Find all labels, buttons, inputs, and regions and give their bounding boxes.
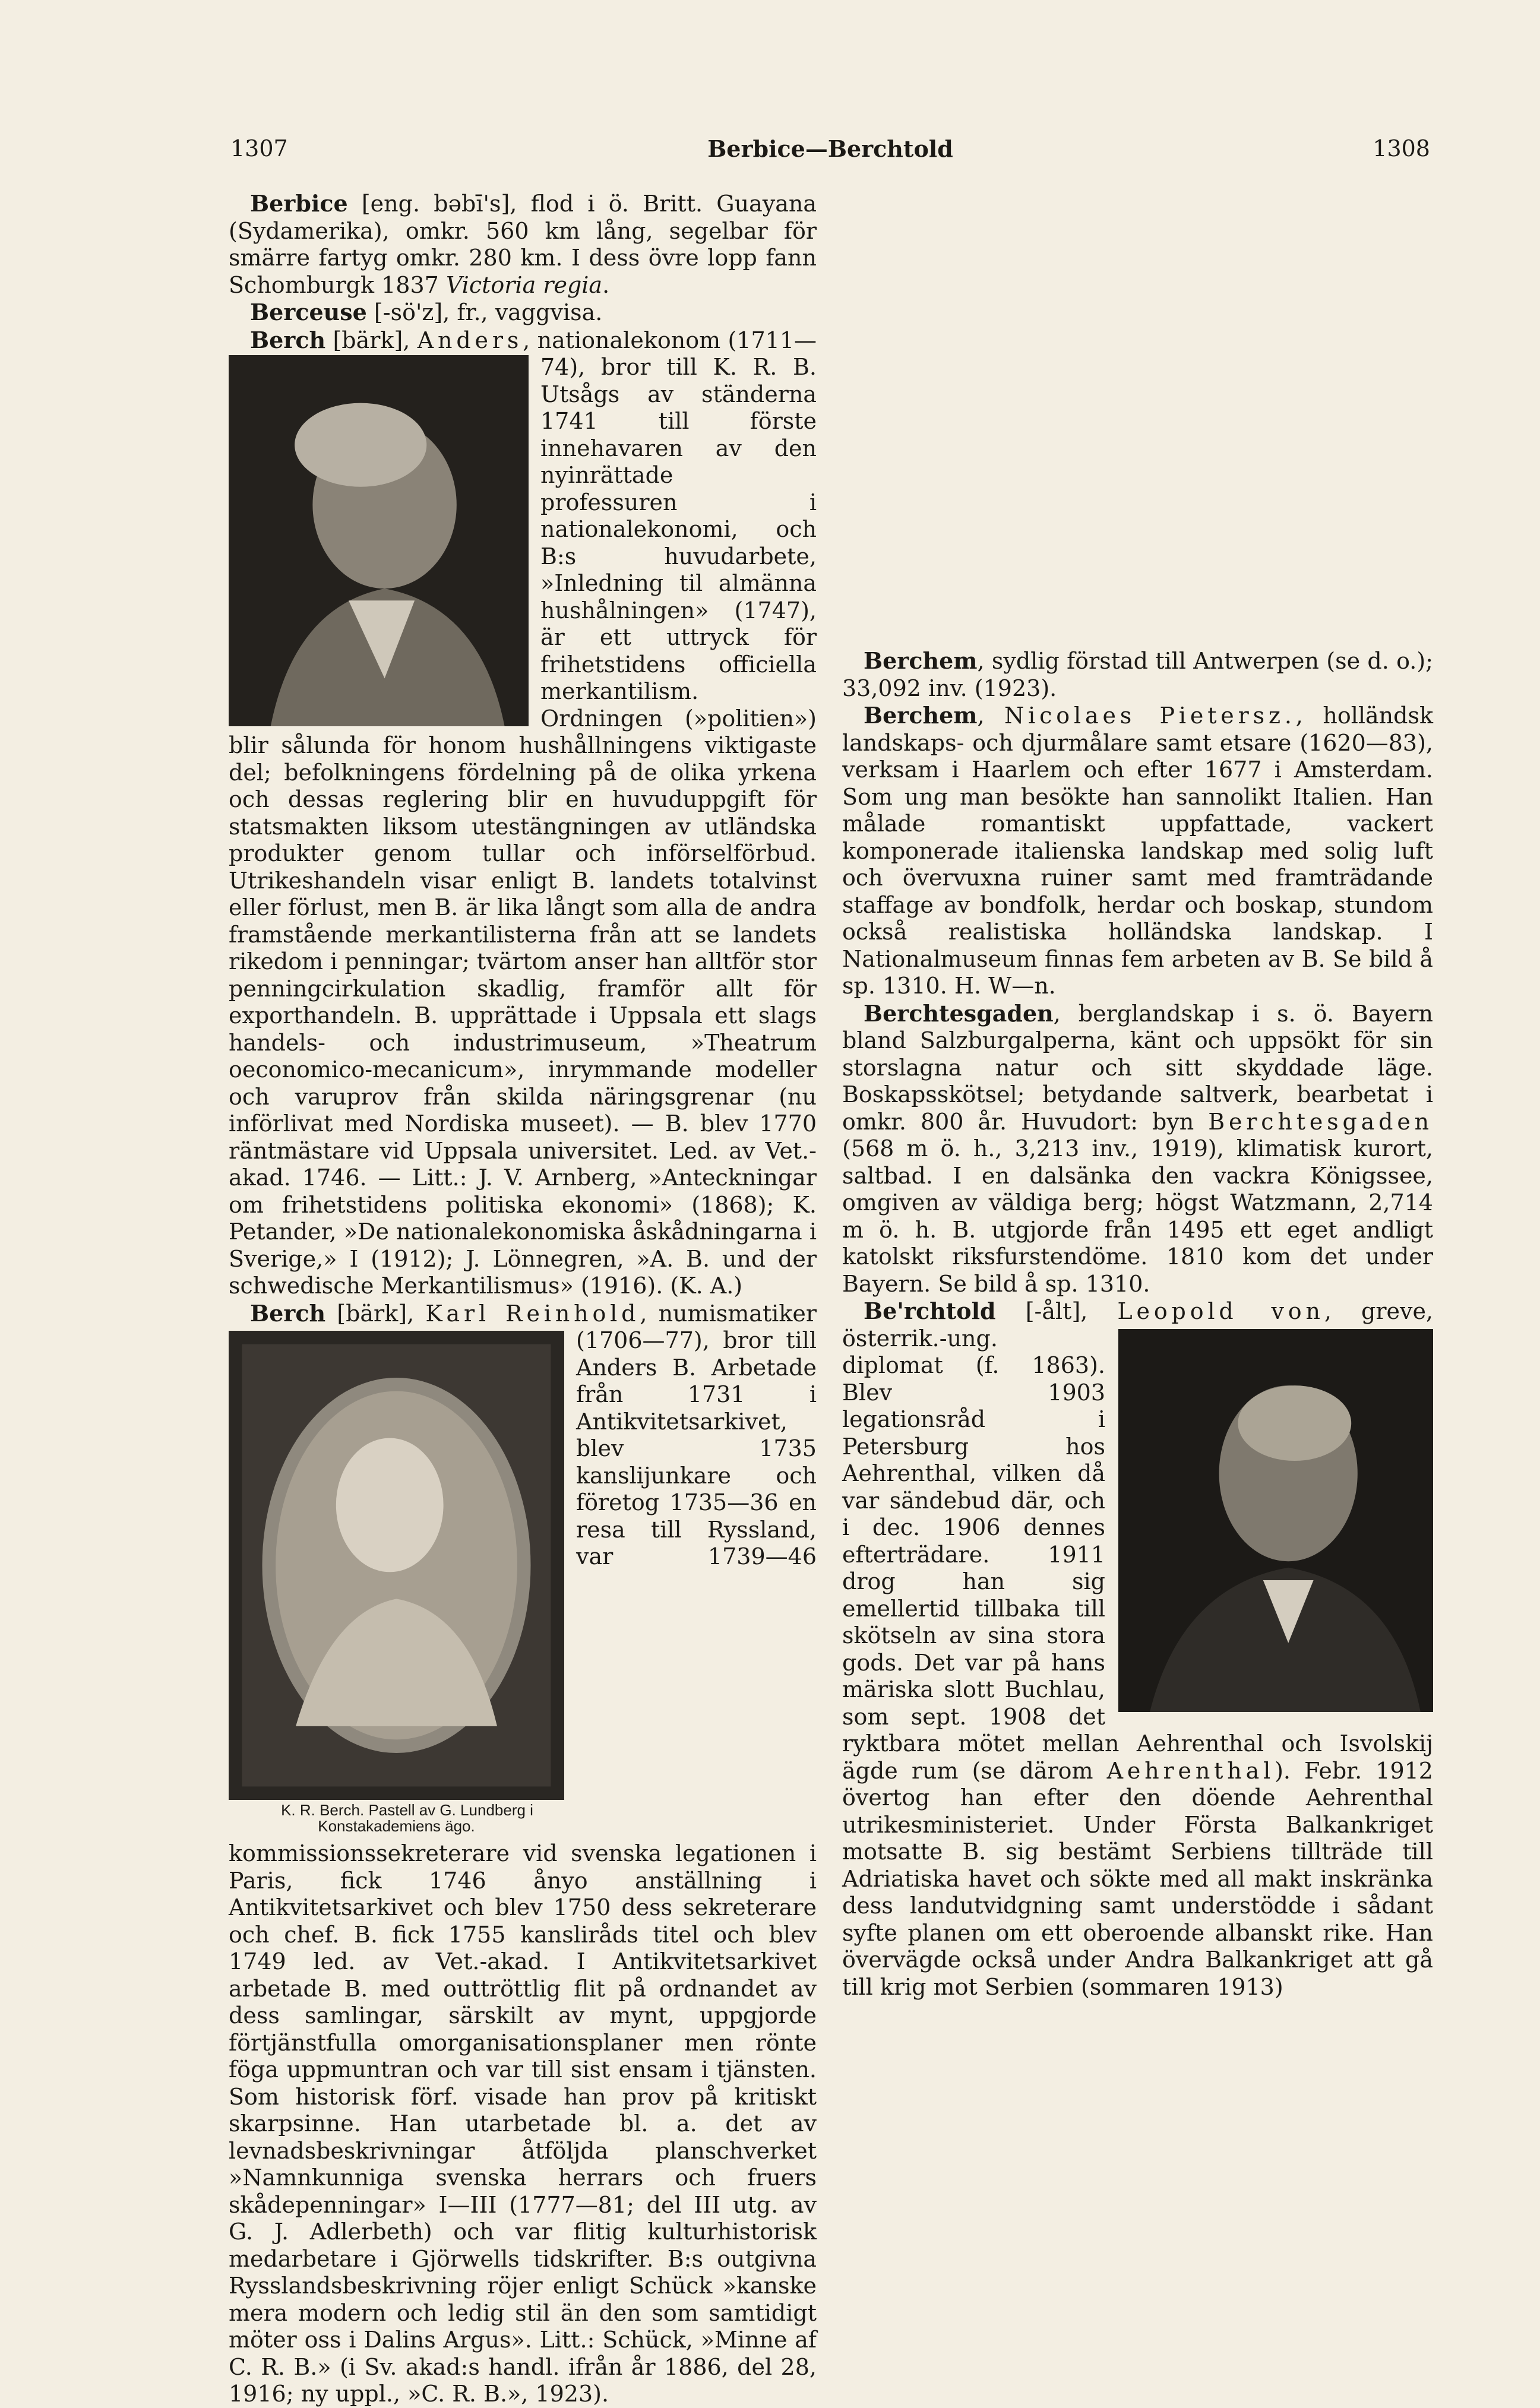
entry-berchem-1 <box>842 647 1433 702</box>
entry-text: , holländsk landskaps- och djurmålare samt etsare (1620—83), verksam i Haarlem och efter 1677 i Amsterdam. Som ung man besökte han sannolikt Italien. Han målade romantiskt uppfattade, vackert komponerade italienska landskap med solig luft och övervuxna ruiner samt med framträdande staffage av bondfolk, herdar och boskap, stundom också realistiska holländska landskap. I Nationalmuseum finnas fem arbeten av B. Se bild å sp. 1310. H. W—n. <box>842 703 1433 999</box>
entry-text: , numismatiker (1706—77), bror till Anders B. Arbetade från 1731 i Antikvitetsarkivet, blev 1735 kanslijunkare och företog 1735—36 en resa till Ryssland, var 1739—46 kommissionssekreterare vid svenska legationen i Paris, fick 1746 ånyo anställning i Antikvitetsarkivet och blev 1750 dess sekreterare och chef. B. fick 1755 kansliråds titel och blev 1749 led. av Vet.-akad. I Antikvitetsarkivet arbetade B. med outtröttlig flit på ordnandet av dess samlingar, särskilt av mynt, uppgjorde förtjänstfulla omorganisationsplaner men rönte föga uppmuntran och var till sist ensam i tjänsten. Som historisk förf. visade han prov på kritiskt skarpsinne. Han utarbetade bl. a. det av levnadsbeskrivningar åtföljda planschverket »Namnkunniga svenska herrars och fruers skådepenningar» I—III (1777—81; del III utg. av G. J. Adlerbeth) och var flitig kulturhistorisk medarbetare i Gjörwells tidskrifter. B:s outgivna Rysslandsbeskrivning röjer enligt Schück »kanske mera modern och ledig stil än den som samtidigt möter oss i Dalins Argus». Litt.: Schück, »Minne af C. R. B.» (i Sv. akad:s handl. ifrån år 1886, del 28, 1916; ny uppl., »C. R. B.», 1923). <box>229 1300 817 2407</box>
headword: Berceuse <box>250 299 367 325</box>
headword: Berch <box>250 1299 326 1327</box>
person-name: Nicolaes Pietersz. <box>1004 703 1296 729</box>
right-column-flow <box>842 647 1433 2001</box>
headword: Berbice <box>250 190 348 217</box>
entry-berchtold <box>842 1298 1433 2001</box>
portrait-leopold-berchtold-icon <box>1118 1329 1433 1712</box>
running-title: Berbice—Berchtold <box>707 135 953 162</box>
entry-berch-anders <box>229 327 817 1300</box>
entry-text: , berglandskap i s. ö. Bayern bland Salzburgalperna, känt och uppsökt för sin storslagna natur och sitt skyddade läge. Boskapsskötsel; betydande saltverk, bearbetat i omkr. 800 år. Huvudort: byn <box>842 1000 1433 1135</box>
page-header <box>230 135 1430 171</box>
entry-text: , greve, österrik.-ung. diplomat (f. 1863). Blev 1903 legationsråd i Petersburg hos Aehrenthal, vilken då var sändebud där, och i dec. 1906 dennes efterträdare. 1911 drog han sig emellertid tillbaka till skötseln av sina stora gods. Det var på hans märiska slott Buchlau, som sept. 1908 det ryktbara mötet mellan Aehrenthal och Isvolskij ägde rum (se därom <box>842 1298 1434 1784</box>
entry-berch-karl <box>229 1300 817 2408</box>
entry-text: [eng. bəbī's], flod i ö. Britt. Guayana (Sydamerika), omkr. 560 km lång, segelbar för smärre fartyg omkr. 280 km. I dess övre lopp fann Schomburgk 1837 <box>229 191 817 298</box>
headword: Berchtesgaden <box>864 999 1054 1027</box>
cross-reference: Aehrenthal <box>1106 1757 1275 1784</box>
entry-berchem-2 <box>842 702 1433 1000</box>
entry-text: [-ålt], <box>995 1298 1118 1324</box>
portrait-karl-reinhold-berch-icon <box>229 1331 564 1800</box>
person-name: Karl Reinhold <box>425 1300 640 1327</box>
page-number-left: 1307 <box>230 135 288 162</box>
left-column <box>229 190 817 2408</box>
entry-text: ). Febr. 1912 övertog han efter den döende Aehrenthal utrikesministeriet. Under Första Balkankriget motsatte B. sig bestämt Serbiens tillträde till Adriatiska havet och sökte med all makt inskränka dess landutvidgning samt understödde i sådant syfte planen om ett oberoende albanskt rike. Han övervägde också under Andra Balkankriget att gå till krig mot Serbien (sommaren 1913) <box>842 1757 1433 2000</box>
page-number-right: 1308 <box>1373 135 1430 162</box>
entry-berceuse <box>229 299 817 327</box>
place-name: Berchtesgaden <box>1208 1108 1433 1135</box>
person-name: Leopold von <box>1117 1298 1324 1324</box>
portrait-anders-berch-icon <box>229 355 529 726</box>
entry-text: [bärk], <box>325 1300 426 1327</box>
entry-text: [bärk], <box>325 327 418 353</box>
italic-term: Victoria regia <box>445 271 603 298</box>
entry-berchtesgaden <box>842 1000 1433 1298</box>
entry-text: [-sö'z], fr., vaggvisa. <box>366 299 603 325</box>
entry-text: , nationalekonom (1711—74), bror till K. R. B. Utsågs av ständerna 1741 till förste innehavaren av den nyinrättade professuren i nationalekonomi, och B:s huvudarbete, »Inledning til almänna hushålningen» (1747), är ett uttryck för frihetstidens officiella merkantilism. Ordningen (»politien») blir sålunda för honom hushållningens viktigaste del; befolkningens fördelning på de olika yrkena och dessas reglering blir en huvuduppgift för statsmakten liksom utestängningen av utländska produkter genom tullar och införselförbud. Utrikeshandeln visar enligt B. landets totalvinst eller förlust, men B. är lika långt som alla de andra framstående merkantilisterna från att se landets rikedom i penningar; tvärtom anser han alltför stor penningcirkulation skadlig, framför allt för exporthandeln. B. upprättade i Uppsala ett slags handels- och industrimuseum, »Theatrum oeconomico-mecanicum», inrymmande modeller och varuprov från skilda näringsgrenar (nu införlivat med Nordiska museet). — B. blev 1770 räntmästare vid Uppsala universitet. Led. av Vet.-akad. 1746. — Litt.: J. V. Arnberg, »Anteckningar om frihetstidens politiska ekonomi» (1868); K. Petander, »De nationalekonomiska åskådningarna i Sverige,» I (1912); J. Lönnegren, »A. B. und der schwedische Merkantilismus» (1916). (K. A.) <box>229 327 817 1299</box>
entry-berbice <box>229 190 817 299</box>
headword: Berch <box>250 326 326 353</box>
person-name: Anders <box>417 327 523 353</box>
figure-caption: K. R. Berch. Pastell av G. Lundberg i Konstakademiens ägo. <box>281 1801 533 1835</box>
entry-text: . <box>602 271 610 298</box>
entry-text: , sydlig förstad till Antwerpen (se d. o.); 33,092 inv. (1923). <box>842 648 1433 701</box>
entry-text: , <box>977 703 1005 729</box>
entry-text: (568 m ö. h., 3,213 inv., 1919), klimatisk kurort, saltbad. I en dalsänka den vackra Königssee, omgiven av väldiga berg; högst Watzmann, 2,714 m ö. h. B. utgjorde från 1495 ett eget andligt katolskt riksfurstendöme. 1810 kom det under Bayern. Se bild å sp. 1310. <box>842 1135 1433 1297</box>
headword: Berchem <box>864 702 978 729</box>
headword: Be'rchtold <box>864 1298 996 1324</box>
headword: Berchem <box>864 647 978 674</box>
